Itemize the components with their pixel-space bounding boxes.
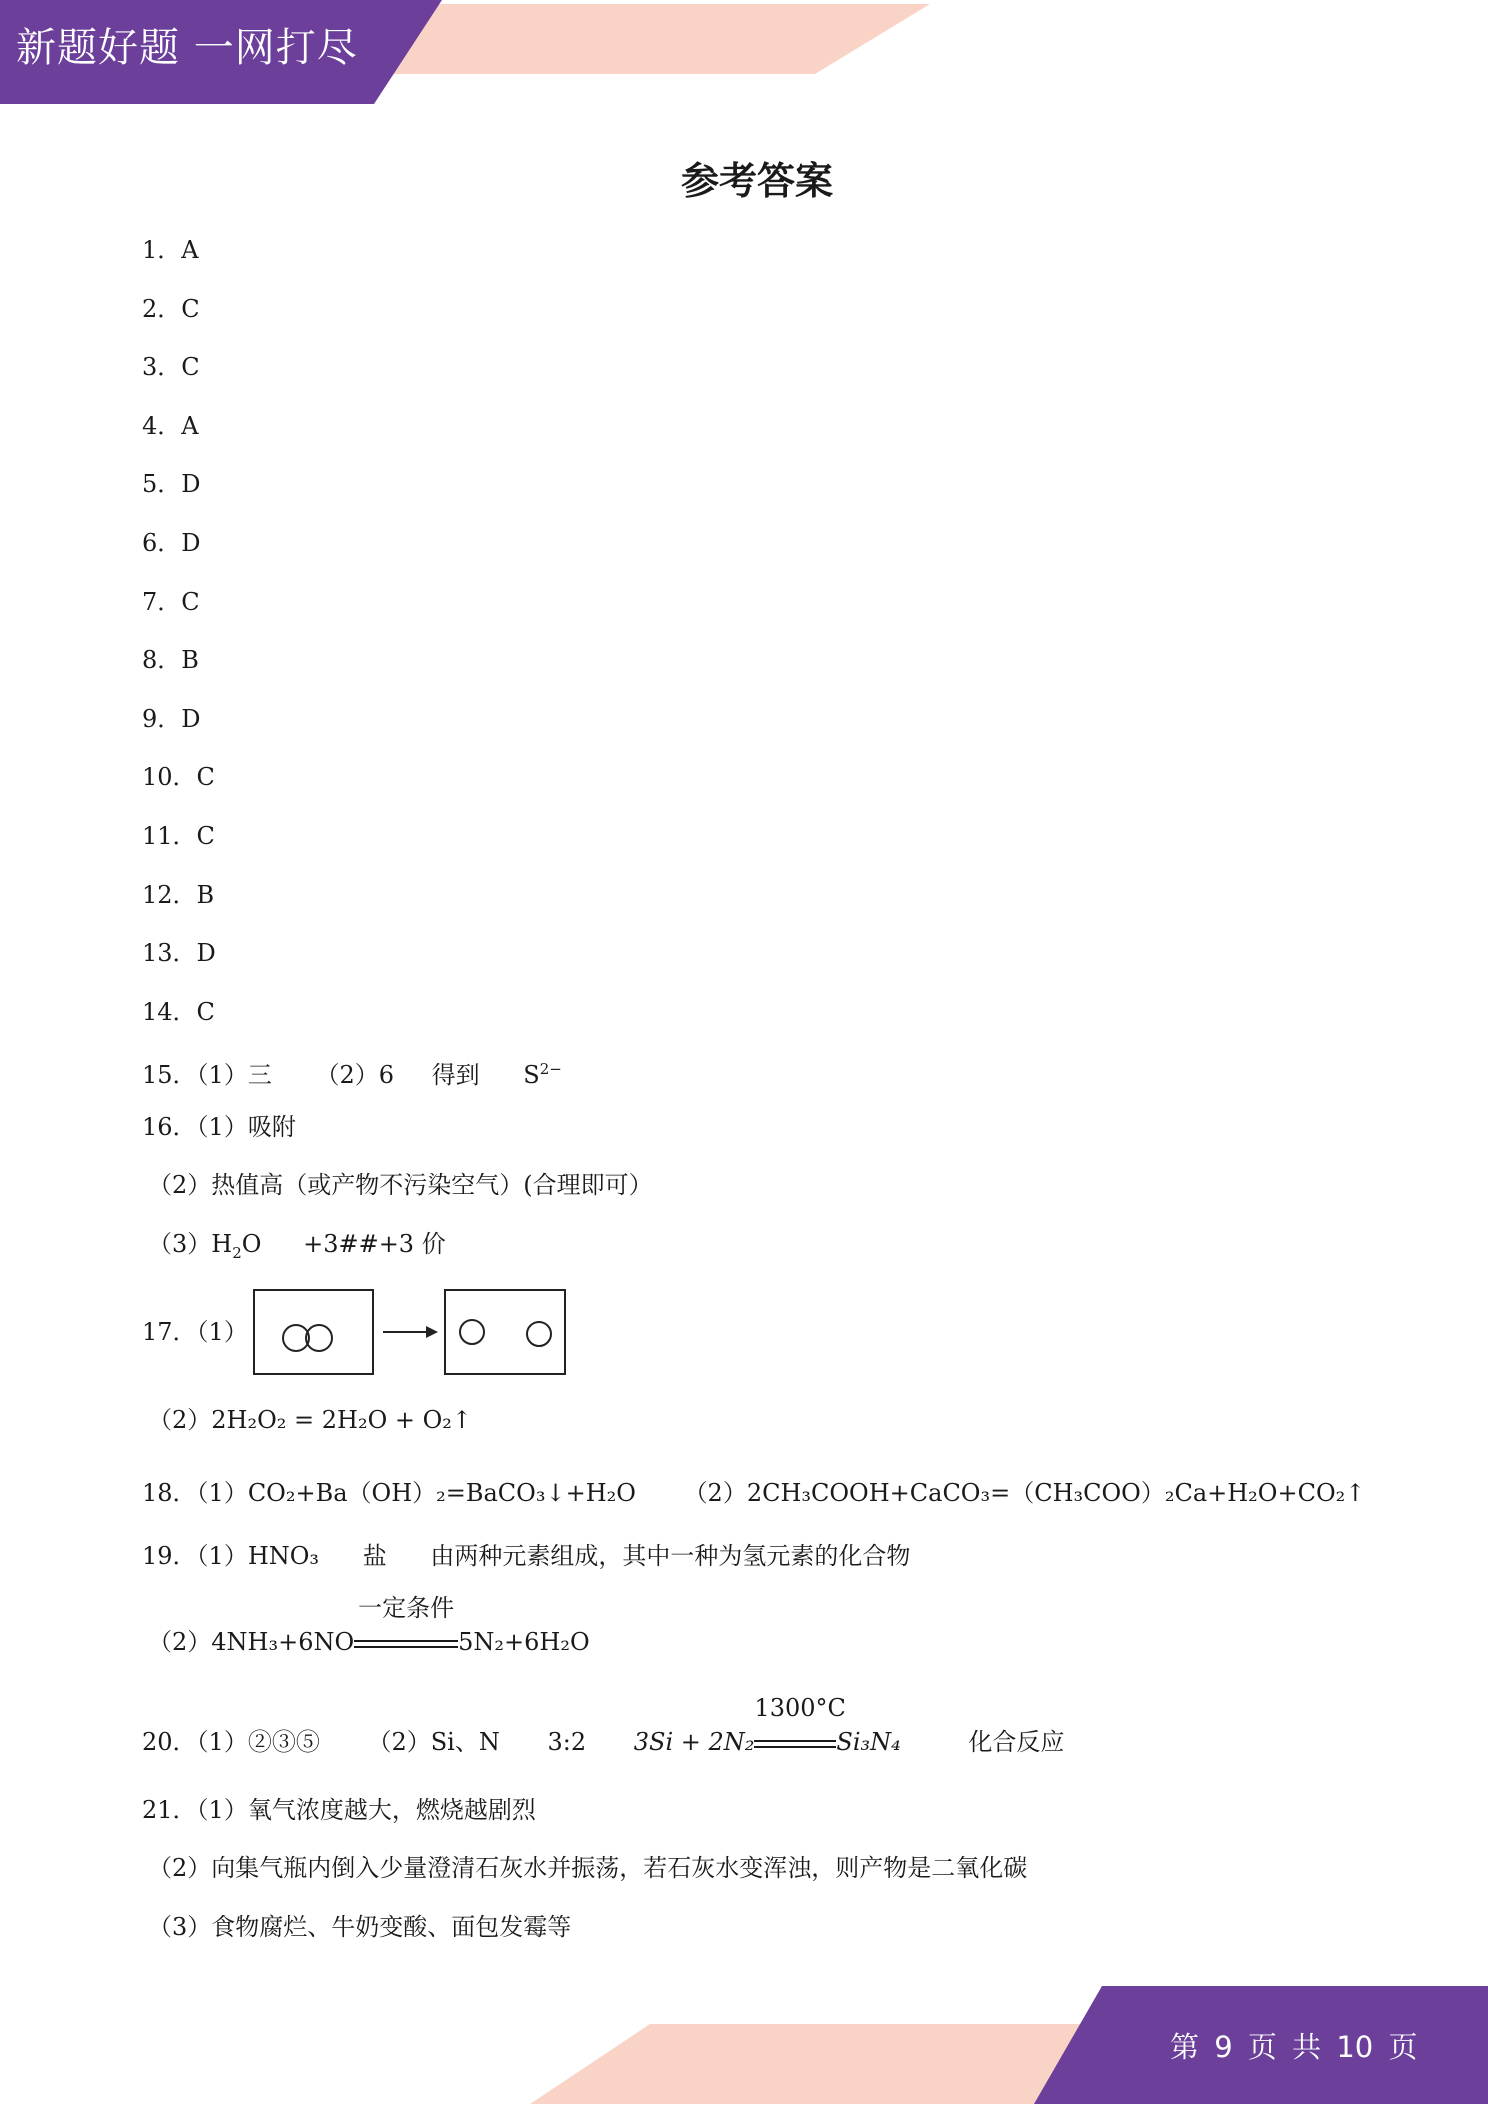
answer-17-part-2: （2）2H₂O₂ = 2H₂O + O₂↑ (148, 1406, 473, 1434)
answer-17-part-1: 17．（1） (142, 1318, 248, 1346)
answer-value: D (196, 939, 216, 968)
answer-value: B (181, 646, 199, 675)
answer-value: C (196, 763, 215, 792)
answer-number: 8． (142, 646, 182, 675)
answer-value: C (181, 587, 200, 616)
answer-value: B (196, 880, 215, 909)
answer-20: 20．（1）②③⑤ （2）Si、N 3:2 3Si + 2N₂ 1300°C Si₃N₄ 化合反应 (142, 1694, 1065, 1756)
answer-21-part-1: 21．（1）氧气浓度越大，燃烧越剧烈 (142, 1796, 536, 1824)
answer-item (142, 468, 201, 500)
answer-value: A (181, 411, 199, 440)
answer-19-part-1: 19．（1）HNO₃ 盐 由两种元素组成，其中一种为氢元素的化合物 (142, 1542, 911, 1570)
answer-item (142, 820, 215, 852)
answer-number: 7． (142, 587, 182, 616)
answer-value: D (181, 529, 201, 557)
answer-number: 9． (142, 704, 182, 733)
answer-item (142, 410, 199, 442)
answer-15: 15．（1）三 （2）6 得到 $S^{2-}$ (142, 1060, 562, 1089)
answer-number: 4． (142, 411, 182, 440)
answer-value: D (181, 470, 201, 499)
molecule-diagram (250, 1286, 570, 1378)
answer-number: 12． (142, 880, 197, 909)
header-banner-text: 新题好题 一网打尽 (16, 25, 358, 71)
answer-16-part-2: （2）热值高（或产物不污染空气）(合理即可） (148, 1171, 653, 1199)
answer-16-part-3: $(3)H_2O$ +3##+3 价 (148, 1230, 446, 1262)
answer-value: C (196, 997, 215, 1026)
page-number: 第 9 页 共 10 页 (1170, 2030, 1418, 2064)
answer-item (142, 937, 216, 969)
answer-item (142, 351, 200, 383)
answer-value: A (181, 236, 199, 264)
reaction-condition: 一定条件 (354, 1626, 458, 1658)
reaction-condition: 1300°C (754, 1726, 836, 1758)
answer-18: 18．（1）CO₂+Ba（OH）₂=BaCO₃↓+H₂O （2）2CH₃COOH+CaCO₃=（CH₃COO）₂Ca+H₂O+CO₂↑ (142, 1479, 1366, 1507)
answer-16-part-1: 16．（1）吸附 (142, 1113, 296, 1141)
answer-item (142, 293, 200, 325)
answer-21-part-2: （2）向集气瓶内倒入少量澄清石灰水并振荡，若石灰水变浑浊，则产物是二氧化碳 (148, 1854, 1028, 1882)
answer-number: 6． (142, 529, 182, 557)
answer-item (142, 879, 214, 911)
answer-value: D (181, 704, 201, 733)
answer-number: 13． (142, 939, 197, 968)
answer-number: 14． (142, 997, 197, 1026)
answer-number: 10． (142, 763, 197, 792)
answer-item (142, 996, 215, 1028)
answer-number: 1． (142, 236, 182, 264)
answer-item (142, 527, 201, 559)
answer-item (142, 586, 200, 618)
answer-19-part-2: （2）4NH₃+6NO 一定条件 5N₂+6H₂O (148, 1594, 590, 1656)
page-title: 参考答案 (680, 159, 833, 203)
answer-item (142, 644, 199, 676)
answer-number: 5． (142, 470, 182, 499)
answer-number: 11． (142, 822, 197, 850)
answer-item (142, 761, 215, 793)
answer-value: C (196, 822, 215, 850)
answer-value: C (181, 353, 200, 382)
answer-item (142, 703, 201, 735)
answer-21-part-3: （3）食物腐烂、牛奶变酸、面包发霉等 (148, 1913, 572, 1941)
answer-item (142, 234, 199, 266)
answer-value: C (181, 294, 200, 323)
answer-number: 3． (142, 353, 182, 382)
answer-number: 2． (142, 294, 182, 323)
